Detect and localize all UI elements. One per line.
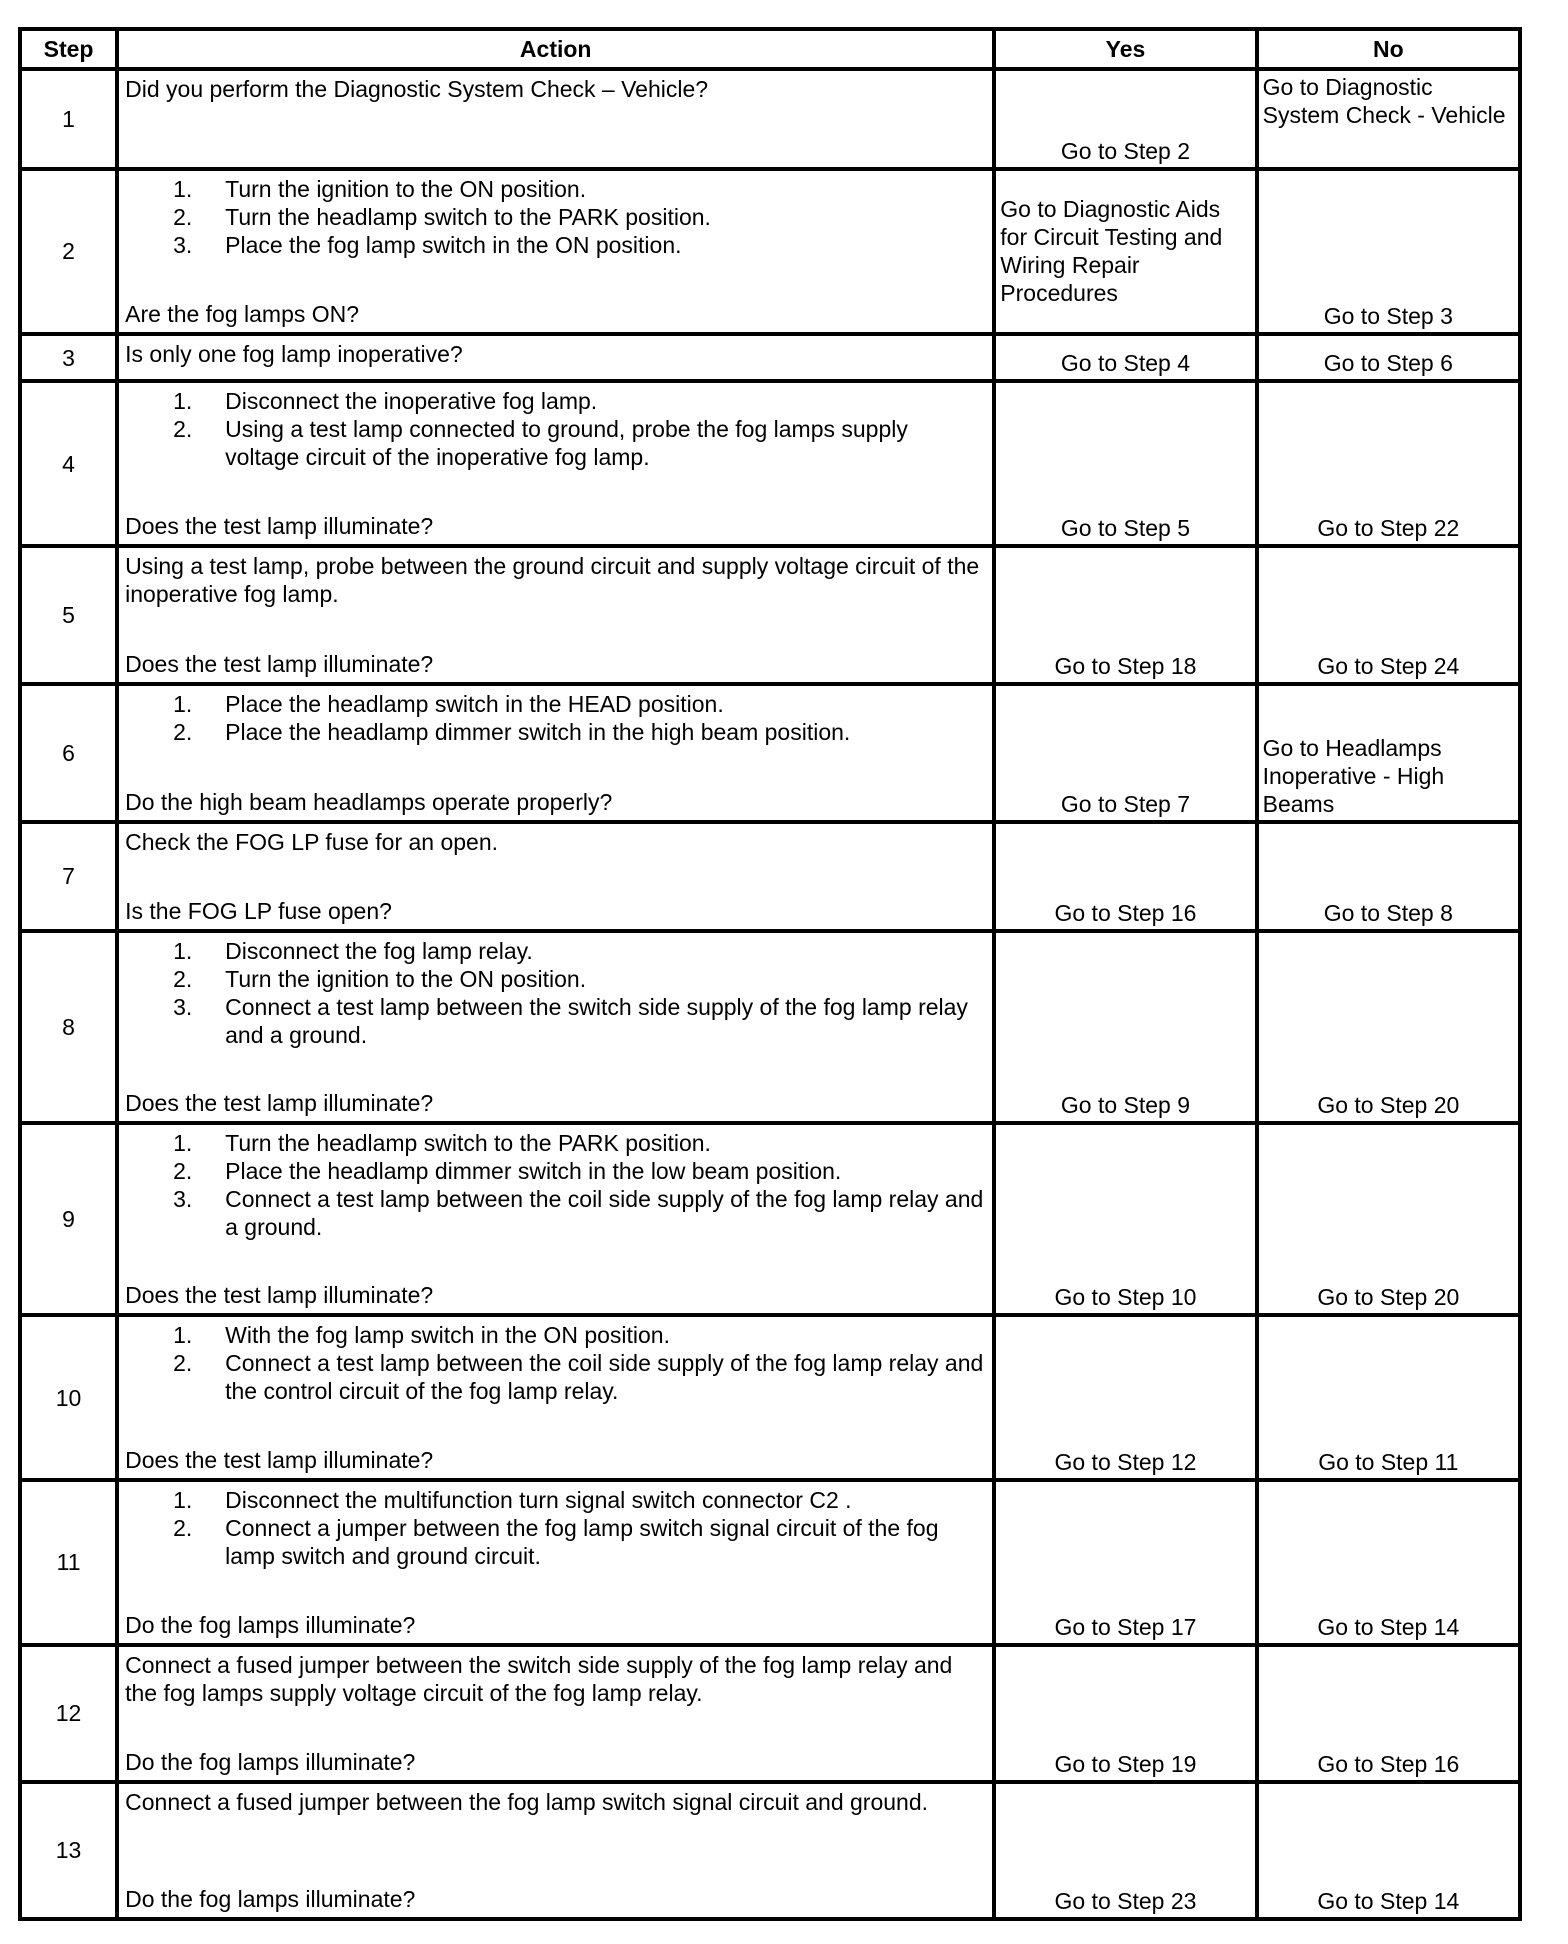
action-cell bbox=[117, 931, 994, 1123]
no-result: Go to Diagnostic System Check - Vehicle bbox=[1257, 69, 1520, 169]
no-result: Go to Step 6 bbox=[1257, 334, 1520, 382]
action-question: Did you perform the Diagnostic System Check – Vehicle? bbox=[125, 76, 709, 102]
step-number: 11 bbox=[20, 1480, 117, 1645]
instruction-item: Turn the headlamp switch to the PARK position. bbox=[225, 204, 711, 231]
step-number: 9 bbox=[20, 1123, 117, 1315]
instruction-item: Turn the ignition to the ON position. bbox=[225, 966, 587, 993]
action-cell bbox=[117, 1315, 994, 1480]
no-result: Go to Headlamps Inoperative - High Beams bbox=[1257, 684, 1520, 821]
action-question: Does the test lamp illuminate? bbox=[125, 513, 434, 540]
table-row bbox=[20, 169, 1520, 334]
header-yes: Yes bbox=[994, 29, 1256, 69]
action-question: Does the test lamp illuminate? bbox=[125, 651, 434, 678]
no-result: Go to Step 20 bbox=[1257, 931, 1520, 1123]
yes-result: Go to Step 7 bbox=[994, 684, 1256, 821]
step-number: 3 bbox=[20, 334, 117, 382]
yes-result: Go to Diagnostic Aids for Circuit Testing and Wiring Repair Procedures bbox=[994, 169, 1256, 334]
action-question: Do the fog lamps illuminate? bbox=[125, 1611, 416, 1638]
no-result: Go to Step 22 bbox=[1257, 381, 1520, 546]
no-result: Go to Step 20 bbox=[1257, 1123, 1520, 1315]
yes-result: Go to Step 17 bbox=[994, 1480, 1256, 1645]
table-row bbox=[20, 1645, 1520, 1782]
step-number: 6 bbox=[20, 684, 117, 821]
instruction-item: Turn the ignition to the ON position. bbox=[225, 176, 587, 203]
instruction-item: With the fog lamp switch in the ON position. bbox=[225, 1322, 670, 1349]
step-number: 8 bbox=[20, 931, 117, 1123]
table-row bbox=[20, 334, 1520, 382]
action-question: Do the high beam headlamps operate properly? bbox=[125, 788, 613, 815]
action-text: Using a test lamp, probe between the ground circuit and supply voltage circuit of the inoperative fog lamp. bbox=[125, 553, 980, 608]
yes-result: Go to Step 2 bbox=[994, 69, 1256, 169]
action-question: Is only one fog lamp inoperative? bbox=[125, 340, 463, 367]
yes-result: Go to Step 4 bbox=[994, 334, 1256, 382]
instruction-list bbox=[125, 1321, 986, 1405]
table-row bbox=[20, 69, 1520, 169]
instruction-item: Place the fog lamp switch in the ON position. bbox=[225, 232, 682, 259]
header-action: Action bbox=[117, 29, 994, 69]
instruction-item: Using a test lamp connected to ground, probe the fog lamps supply voltage circuit of the inoperative fog lamp. bbox=[225, 416, 908, 471]
instruction-item: Connect a test lamp between the coil side supply of the fog lamp relay and the control circuit of the fog lamp relay. bbox=[225, 1350, 984, 1405]
table-row bbox=[20, 381, 1520, 546]
table-row bbox=[20, 546, 1520, 684]
action-question: Are the fog lamps ON? bbox=[125, 300, 360, 327]
action-cell bbox=[117, 381, 994, 546]
instruction-item: Turn the headlamp switch to the PARK position. bbox=[225, 1130, 711, 1157]
action-text: Check the FOG LP fuse for an open. bbox=[125, 828, 499, 855]
yes-result: Go to Step 5 bbox=[994, 381, 1256, 546]
action-cell bbox=[117, 334, 994, 382]
step-number: 5 bbox=[20, 546, 117, 684]
instruction-list bbox=[125, 1486, 986, 1570]
action-cell bbox=[117, 822, 994, 932]
action-cell bbox=[117, 169, 994, 334]
action-text: Connect a fused jumper between the switch side supply of the fog lamp relay and the fog lamps supply voltage circuit of the fog lamp relay. bbox=[125, 1651, 953, 1706]
instruction-list bbox=[125, 387, 986, 471]
instruction-item: Connect a test lamp between the switch side supply of the fog lamp relay and a ground. bbox=[225, 994, 968, 1049]
action-question: Is the FOG LP fuse open? bbox=[125, 898, 392, 925]
action-question: Does the test lamp illuminate? bbox=[125, 1090, 434, 1117]
yes-result: Go to Step 16 bbox=[994, 822, 1256, 932]
yes-result: Go to Step 10 bbox=[994, 1123, 1256, 1315]
action-question: Does the test lamp illuminate? bbox=[125, 1282, 434, 1309]
yes-result: Go to Step 9 bbox=[994, 931, 1256, 1123]
step-number: 2 bbox=[20, 169, 117, 334]
table-row bbox=[20, 1480, 1520, 1645]
instruction-list bbox=[125, 175, 986, 259]
action-cell bbox=[117, 69, 994, 169]
instruction-item: Connect a test lamp between the coil side supply of the fog lamp relay and a ground. bbox=[225, 1186, 984, 1241]
instruction-item: Disconnect the inoperative fog lamp. bbox=[225, 388, 598, 415]
instruction-list bbox=[125, 1129, 986, 1241]
no-result: Go to Step 14 bbox=[1257, 1480, 1520, 1645]
instruction-item: Place the headlamp switch in the HEAD position. bbox=[225, 691, 724, 718]
instruction-item: Disconnect the multifunction turn signal switch connector C2 . bbox=[225, 1486, 852, 1513]
no-result: Go to Step 24 bbox=[1257, 546, 1520, 684]
action-question: Do the fog lamps illuminate? bbox=[125, 1748, 416, 1775]
header-step: Step bbox=[20, 29, 117, 69]
action-cell bbox=[117, 1645, 994, 1782]
action-cell bbox=[117, 1123, 994, 1315]
no-result: Go to Step 8 bbox=[1257, 822, 1520, 932]
yes-result: Go to Step 19 bbox=[994, 1645, 1256, 1782]
action-cell bbox=[117, 684, 994, 821]
action-cell bbox=[117, 546, 994, 684]
yes-result: Go to Step 23 bbox=[994, 1782, 1256, 1919]
instruction-list bbox=[125, 937, 986, 1049]
action-cell bbox=[117, 1782, 994, 1919]
no-result: Go to Step 14 bbox=[1257, 1782, 1520, 1919]
step-number: 12 bbox=[20, 1645, 117, 1782]
action-cell bbox=[117, 1480, 994, 1645]
action-text: Connect a fused jumper between the fog lamp switch signal circuit and ground. bbox=[125, 1788, 929, 1815]
instruction-item: Place the headlamp dimmer switch in the high beam position. bbox=[225, 719, 851, 746]
instruction-item: Disconnect the fog lamp relay. bbox=[225, 938, 533, 965]
table-row bbox=[20, 1123, 1520, 1315]
yes-result: Go to Step 18 bbox=[994, 546, 1256, 684]
header-row bbox=[20, 29, 1520, 69]
no-result: Go to Step 11 bbox=[1257, 1315, 1520, 1480]
table-body bbox=[20, 69, 1520, 1919]
step-number: 1 bbox=[20, 69, 117, 169]
instruction-item: Connect a jumper between the fog lamp switch signal circuit of the fog lamp switch and ground circuit. bbox=[225, 1514, 939, 1569]
table-row bbox=[20, 684, 1520, 821]
instruction-list bbox=[125, 690, 986, 746]
action-question: Do the fog lamps illuminate? bbox=[125, 1886, 416, 1912]
step-number: 4 bbox=[20, 381, 117, 546]
yes-result: Go to Step 12 bbox=[994, 1315, 1256, 1480]
table-row bbox=[20, 1315, 1520, 1480]
action-question: Does the test lamp illuminate? bbox=[125, 1446, 434, 1473]
table-row bbox=[20, 1782, 1520, 1919]
instruction-item: Place the headlamp dimmer switch in the low beam position. bbox=[225, 1158, 842, 1185]
step-number: 13 bbox=[20, 1782, 117, 1919]
header-no: No bbox=[1257, 29, 1520, 69]
step-number: 7 bbox=[20, 822, 117, 932]
no-result: Go to Step 16 bbox=[1257, 1645, 1520, 1782]
no-result: Go to Step 3 bbox=[1257, 169, 1520, 334]
diagnostic-table bbox=[18, 27, 1522, 1921]
table-row bbox=[20, 822, 1520, 932]
table-row bbox=[20, 931, 1520, 1123]
step-number: 10 bbox=[20, 1315, 117, 1480]
